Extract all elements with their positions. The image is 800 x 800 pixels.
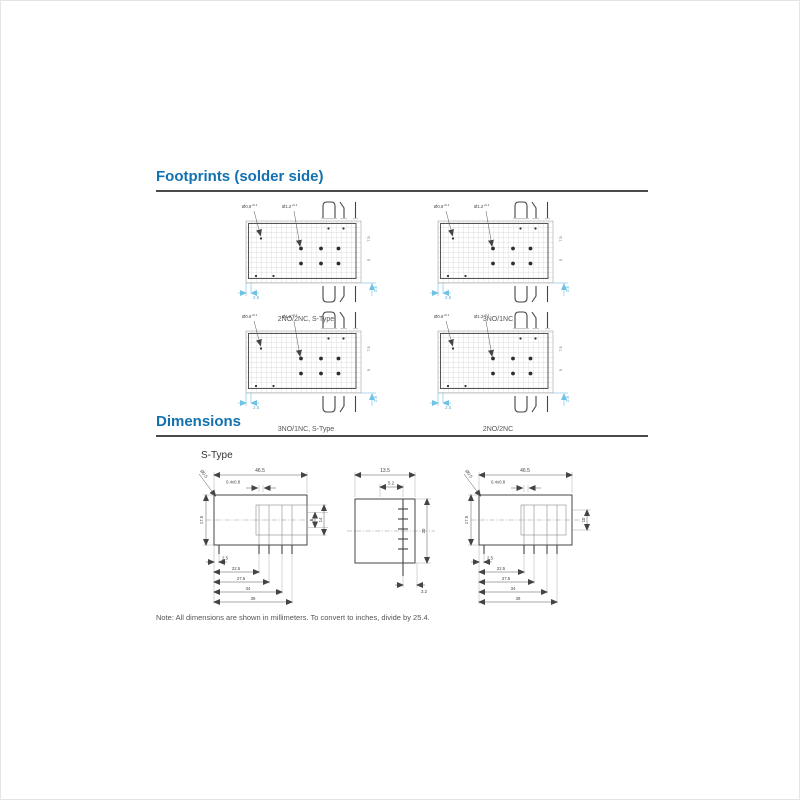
dimensions-section-rule <box>156 435 648 437</box>
svg-text:22.5: 22.5 <box>496 566 506 571</box>
footprint-figure-2 <box>418 197 618 323</box>
svg-text:0.4x0.8: 0.4x0.8 <box>226 479 241 485</box>
dimensions-section-title: Dimensions <box>156 413 242 430</box>
svg-text:22.5: 22.5 <box>231 566 241 571</box>
footprint-drawing-2no2nc-stype <box>226 197 426 315</box>
svg-text:20: 20 <box>421 528 426 534</box>
svg-text:17.5: 17.5 <box>464 515 469 525</box>
footprint-drawing-2no2nc <box>418 307 618 425</box>
svg-text:3.2: 3.2 <box>421 589 427 594</box>
right-pin-span-dims <box>307 505 328 535</box>
svg-text:46.5: 46.5 <box>255 468 265 474</box>
pin-projection-lines <box>259 505 292 545</box>
svg-text:13.5: 13.5 <box>380 468 390 474</box>
terminal-size-dim <box>491 480 541 493</box>
terminal-hole-leader <box>199 469 216 496</box>
footprint-drawing-3no1nc <box>418 197 618 315</box>
svg-text:2.5: 2.5 <box>222 555 228 561</box>
terminal-hole-leader <box>464 469 481 496</box>
svg-text:10: 10 <box>581 517 586 523</box>
pin-offset-dim <box>380 481 403 498</box>
svg-text:39: 39 <box>250 596 256 601</box>
footprints-section-title: Footprints (solder side) <box>156 168 324 185</box>
svg-text:6: 6 <box>309 518 314 522</box>
svg-text:27.5: 27.5 <box>236 576 246 581</box>
svg-text:34: 34 <box>510 586 516 591</box>
bottom-pin-dim <box>395 563 428 594</box>
svg-text:5.2: 5.2 <box>388 480 394 486</box>
svg-text:46.5: 46.5 <box>520 468 530 474</box>
subtype-label: S-Type <box>201 450 233 461</box>
svg-text:Ø0.5: Ø0.5 <box>199 468 209 480</box>
svg-text:Ø0.5: Ø0.5 <box>464 468 474 480</box>
footprint-caption: 2NO/2NC <box>482 426 514 433</box>
svg-text:39: 39 <box>515 596 521 601</box>
svg-text:27.5: 27.5 <box>501 576 511 581</box>
footprint-figure-1 <box>226 197 426 323</box>
svg-text:14: 14 <box>318 517 323 523</box>
top-width-dim <box>355 468 415 497</box>
units-note: Note: All dimensions are shown in millimeters. To convert to inches, divide by 25.4. <box>156 613 430 622</box>
svg-text:34: 34 <box>245 586 251 591</box>
footprint-caption: 3NO/1NC, S-Type <box>277 426 335 433</box>
pin-column <box>398 499 408 576</box>
footprints-section-rule <box>156 190 648 192</box>
footprint-figure-3 <box>226 307 426 433</box>
dimension-drawing-side-view <box>461 461 611 611</box>
pins <box>484 545 557 554</box>
pin-projection-lines <box>524 505 557 545</box>
terminal-size-dim <box>226 480 276 493</box>
svg-text:17.5: 17.5 <box>199 515 204 525</box>
svg-text:2.5: 2.5 <box>487 555 493 561</box>
footprint-drawing-3no1nc-stype <box>226 307 426 425</box>
footprint-caption: 3NO/1NC <box>482 316 514 323</box>
pins <box>219 545 292 554</box>
dimension-drawing-end-view <box>343 461 443 611</box>
dimension-drawing-side-view-s <box>196 461 346 611</box>
footprint-caption: 2NO/2NC, S-Type <box>277 316 335 323</box>
svg-text:0.4x0.8: 0.4x0.8 <box>491 479 506 485</box>
footprint-figure-4 <box>418 307 618 433</box>
